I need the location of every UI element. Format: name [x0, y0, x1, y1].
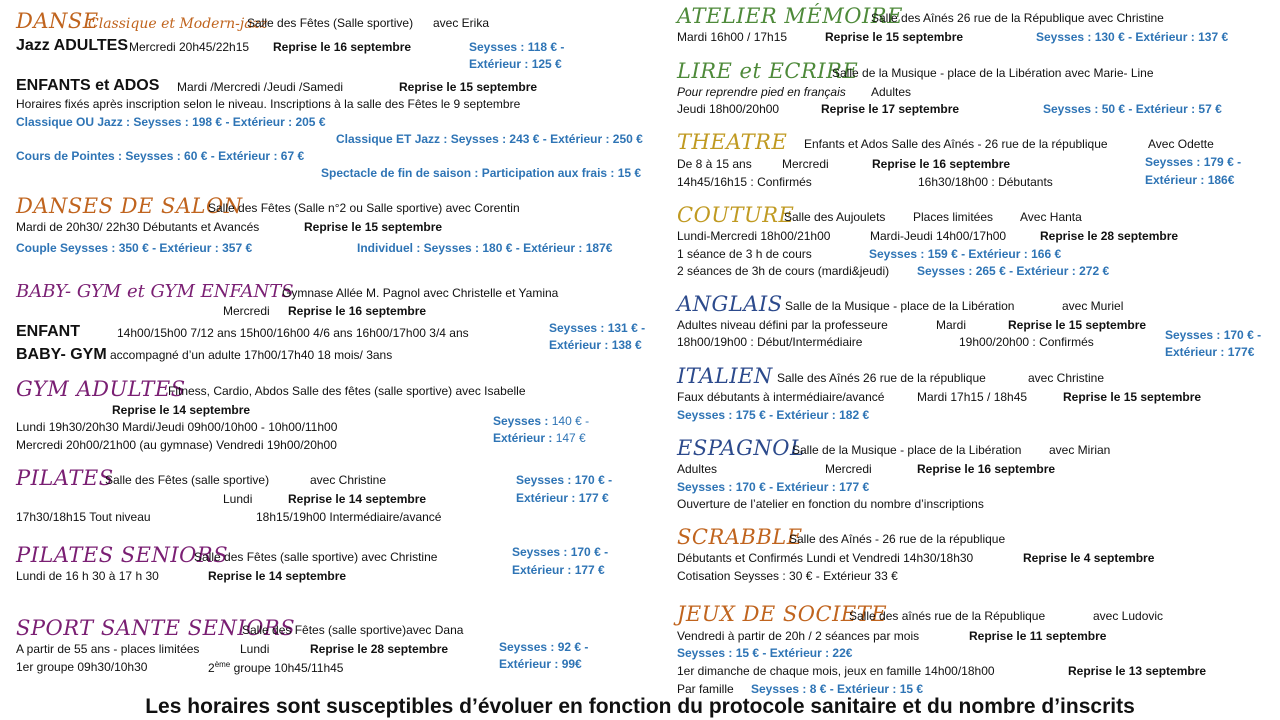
- price: Extérieur : 138 €: [549, 338, 642, 352]
- price: Cours de Pointes : Seysses : 60 € - Extérieur : 67 €: [16, 149, 305, 163]
- class-label: ENFANT: [16, 323, 80, 340]
- venue: Salle des Fêtes (Salle sportive): [247, 16, 414, 30]
- places: Places limitées: [913, 210, 994, 224]
- heading-danses-de-salon: DANSES DE SALON: [16, 194, 243, 218]
- reprise-date: Reprise le 28 septembre: [310, 642, 449, 656]
- venue: Salle des Aînés 26 rue de la république: [777, 371, 986, 385]
- price: Seysses : 265 € - Extérieur : 272 €: [917, 264, 1110, 278]
- reprise-date: Reprise le 15 septembre: [1063, 390, 1202, 404]
- reprise-date: Reprise le 28 septembre: [1040, 229, 1179, 243]
- schedule: Vendredi à partir de 20h / 2 séances par mois: [677, 629, 920, 643]
- schedule: Jeudi 18h00/20h00: [677, 102, 780, 116]
- schedule: Lundi 19h30/20h30 Mardi/Jeudi 09h00/10h00 - 10h00/11h00: [16, 420, 338, 434]
- venue: Salle de la Musique - place de la Libération: [792, 443, 1022, 457]
- schedule-day: Lundi: [223, 492, 253, 506]
- venue: Salle de la Musique - place de la Libération: [785, 299, 1015, 313]
- level: Faux débutants à intermédiaire/avancé: [677, 390, 885, 404]
- teacher: avec Erika: [433, 16, 490, 30]
- reprise-date: Reprise le 16 septembre: [917, 462, 1056, 476]
- price: Extérieur : 186€: [1145, 173, 1235, 187]
- reprise-date: Reprise le 11 septembre: [969, 629, 1107, 643]
- price: Seysses : 140 € -: [493, 414, 590, 428]
- price: Extérieur : 177€: [1165, 345, 1255, 359]
- reprise-date: Reprise le 15 septembre: [825, 30, 964, 44]
- audience: Adultes: [871, 85, 912, 99]
- footer-notice: Les horaires sont susceptibles d’évoluer en fonction du protocole sanitaire et du nombre d’inscrits: [145, 695, 1135, 718]
- schedule: Mardi 17h15 / 18h45: [917, 390, 1028, 404]
- price: Spectacle de fin de saison : Participation aux frais : 15 €: [321, 166, 642, 180]
- reprise-date: Reprise le 16 septembre: [872, 157, 1011, 171]
- schedule: 14h45/16h15 : Confirmés: [677, 175, 812, 189]
- price: Seysses : 50 € - Extérieur : 57 €: [1043, 102, 1222, 116]
- price: Seysses : 92 € -: [499, 640, 589, 654]
- price: Individuel : Seysses : 180 € - Extérieur : 187€: [357, 241, 613, 255]
- heading-anglais: ANGLAIS: [677, 292, 783, 316]
- price: Cotisation Seysses : 30 € - Extérieur 33 €: [677, 569, 898, 583]
- venue: Salle des aînés rue de la République: [849, 609, 1046, 623]
- venue: Fitness, Cardio, Abdos Salle des fêtes (salle sportive) avec Isabelle: [168, 384, 526, 398]
- level: Débutants et Confirmés Lundi et Vendredi 14h30/18h30: [677, 551, 974, 565]
- venue: Salle des Aînés - 26 rue de la république: [789, 532, 1006, 546]
- price: Extérieur : 125 €: [469, 57, 562, 71]
- price: Seysses : 170 € - Extérieur : 177 €: [677, 480, 870, 494]
- reprise-date: Reprise le 15 septembre: [399, 80, 538, 94]
- schedule: 2ème groupe 10h45/11h45: [208, 660, 344, 675]
- venue: Salle des Aujoulets: [784, 210, 886, 224]
- heading-pilates: PILATES: [16, 466, 114, 490]
- heading-scrabble: SCRABBLE: [677, 525, 803, 549]
- teacher: Avec Odette: [1148, 137, 1214, 149]
- heading-pilates-seniors: PILATES SENIORS: [16, 543, 229, 567]
- heading-danse-subtitle: Classique et Modern-jazz: [88, 16, 268, 32]
- price: Classique ET Jazz : Seysses : 243 € - Extérieur : 250 €: [336, 132, 643, 146]
- schedule: 1er groupe 09h30/10h30: [16, 660, 148, 674]
- heading-atelier-memoire: ATELIER MÉMOIRE: [677, 4, 903, 28]
- venue: Salle de la Musique - place de la Libération avec Marie- Line: [832, 66, 1154, 80]
- reprise-date: Reprise le 15 septembre: [304, 220, 443, 234]
- option: 2 séances de 3h de cours (mardi&jeudi): [677, 264, 890, 278]
- reprise-date: Reprise le 14 septembre: [112, 403, 251, 417]
- venue: Salle des Fêtes (Salle n°2 ou Salle sportive) avec Corentin: [208, 201, 520, 215]
- schedule-day: Mercredi: [782, 157, 829, 171]
- price: Seysses : 175 € - Extérieur : 182 €: [677, 408, 870, 422]
- reprise-date: Reprise le 15 septembre: [1008, 318, 1147, 332]
- schedule-day: Mardi: [936, 318, 967, 332]
- reprise-date: Reprise le 14 septembre: [288, 492, 427, 506]
- price: Seysses : 170 € -: [516, 473, 613, 487]
- level: Adultes niveau défini par la professeure: [677, 318, 888, 332]
- venue: Salle des Fêtes (salle sportive): [105, 473, 270, 487]
- ages: De 8 à 15 ans: [677, 157, 752, 171]
- price: Seysses : 170 € -: [512, 545, 609, 559]
- price: Extérieur : 147 €: [493, 431, 586, 445]
- schedule-day: Mercredi: [825, 462, 872, 476]
- schedule: Mardi de 20h30/ 22h30 Débutants et Avancés: [16, 220, 260, 234]
- venue: Salle des Aînés 26 rue de la République avec Christine: [871, 11, 1164, 25]
- reprise-date: Reprise le 17 septembre: [821, 102, 960, 116]
- schedule: 16h30/18h00 : Débutants: [918, 175, 1053, 189]
- class-label: Jazz ADULTES: [16, 37, 129, 54]
- price: Seysses : 131 € -: [549, 321, 646, 335]
- reprise-date: Reprise le 14 septembre: [208, 569, 347, 583]
- heading-italien: ITALIEN: [677, 364, 773, 388]
- teacher: avec Ludovic: [1093, 609, 1164, 623]
- price: Classique OU Jazz : Seysses : 198 € - Extérieur : 205 €: [16, 115, 326, 129]
- schedule: 17h30/18h15 Tout niveau: [16, 510, 151, 524]
- heading-lire-ecrire: LIRE et ECRIRE: [677, 59, 859, 83]
- family-label: Par famille: [677, 682, 734, 696]
- heading-sport-sante-seniors: SPORT SANTE SENIORS: [16, 616, 296, 640]
- heading-danse: DANSE: [16, 9, 99, 33]
- venue: Gymnase Allée M. Pagnol avec Christelle et Yamina: [282, 286, 559, 300]
- price: Extérieur : 177 €: [516, 491, 609, 505]
- venue: Salle des Fêtes (salle sportive) avec Christine: [194, 550, 438, 564]
- schedule: 14h00/15h00 7/12 ans 15h00/16h00 4/6 ans 16h00/17h00 3/4 ans: [117, 326, 469, 340]
- note: Ouverture de l’atelier en fonction du nombre d’inscriptions: [677, 497, 984, 511]
- class-label: BABY- GYM: [16, 346, 107, 363]
- reprise-date: Reprise le 4 septembre: [1023, 551, 1155, 565]
- option: 1 séance de 3 h de cours: [677, 247, 812, 261]
- info-text: Horaires fixés après inscription selon le niveau. Inscriptions à la salle des Fêtes le 9 septembre: [16, 97, 521, 111]
- schedule: accompagné d’un adulte 17h00/17h40 18 mois/ 3ans: [110, 348, 393, 362]
- heading-theatre: THEATRE: [677, 130, 788, 154]
- class-label: ENFANTS et ADOS: [16, 77, 160, 94]
- teacher: avec Christine: [310, 473, 387, 487]
- reprise-date: Reprise le 16 septembre: [288, 304, 427, 318]
- schedule: Mardi 16h00 / 17h15: [677, 30, 788, 44]
- schedule: Mercredi 20h45/22h15: [129, 40, 250, 54]
- audience: Adultes: [677, 462, 718, 476]
- price: Seysses : 118 € -: [469, 40, 565, 54]
- subtitle: Pour reprendre pied en français: [677, 85, 846, 99]
- schedule-day: Mercredi: [223, 304, 270, 318]
- heading-jeux-de-societe: JEUX DE SOCIETE: [677, 602, 888, 626]
- schedule: Lundi de 16 h 30 à 17 h 30: [16, 569, 159, 583]
- teacher: avec Christine: [1028, 371, 1105, 385]
- price: Seysses : 170 € -: [1165, 328, 1262, 342]
- venue: Salle des Fêtes (salle sportive)avec Dana: [242, 623, 464, 637]
- schedule: Mardi-Jeudi 14h00/17h00: [870, 229, 1007, 243]
- schedule: Mardi /Mercredi /Jeudi /Samedi: [177, 80, 344, 94]
- price: Seysses : 179 € -: [1145, 155, 1242, 169]
- teacher: avec Mirian: [1049, 443, 1111, 457]
- teacher: Avec Hanta: [1020, 210, 1082, 224]
- reprise-date: Reprise le 16 septembre: [273, 40, 412, 54]
- heading-couture: COUTURE: [677, 203, 795, 227]
- schedule: 18h15/19h00 Intermédiaire/avancé: [256, 510, 442, 524]
- schedule: 18h00/19h00 : Début/Intermédiaire: [677, 335, 863, 349]
- heading-baby-gym: BABY- GYM et GYM ENFANTS: [16, 281, 294, 302]
- schedule: 1er dimanche de chaque mois, jeux en famille 14h00/18h00: [677, 664, 995, 678]
- price: Seysses : 8 € - Extérieur : 15 €: [751, 682, 924, 696]
- schedule: 19h00/20h00 : Confirmés: [959, 335, 1094, 349]
- price: Seysses : 130 € - Extérieur : 137 €: [1036, 30, 1229, 44]
- schedule: Lundi-Mercredi 18h00/21h00: [677, 229, 831, 243]
- reprise-date: Reprise le 13 septembre: [1068, 664, 1207, 678]
- price: Extérieur : 99€: [499, 657, 582, 671]
- schedule-day: Lundi: [240, 642, 270, 656]
- price: Extérieur : 177 €: [512, 563, 605, 577]
- venue: Enfants et Ados Salle des Aînés - 26 rue de la république: [804, 137, 1108, 151]
- info-text: A partir de 55 ans - places limitées: [16, 642, 200, 656]
- price: Couple Seysses : 350 € - Extérieur : 357 €: [16, 241, 253, 255]
- price: Seysses : 159 € - Extérieur : 166 €: [869, 247, 1062, 261]
- heading-espagnol: ESPAGNOL: [677, 436, 805, 460]
- price: Seysses : 15 € - Extérieur : 22€: [677, 646, 853, 660]
- schedule: Mercredi 20h00/21h00 (au gymnase) Vendredi 19h00/20h00: [16, 438, 337, 452]
- teacher: avec Muriel: [1062, 299, 1124, 313]
- heading-gym-adultes: GYM ADULTES: [16, 377, 186, 401]
